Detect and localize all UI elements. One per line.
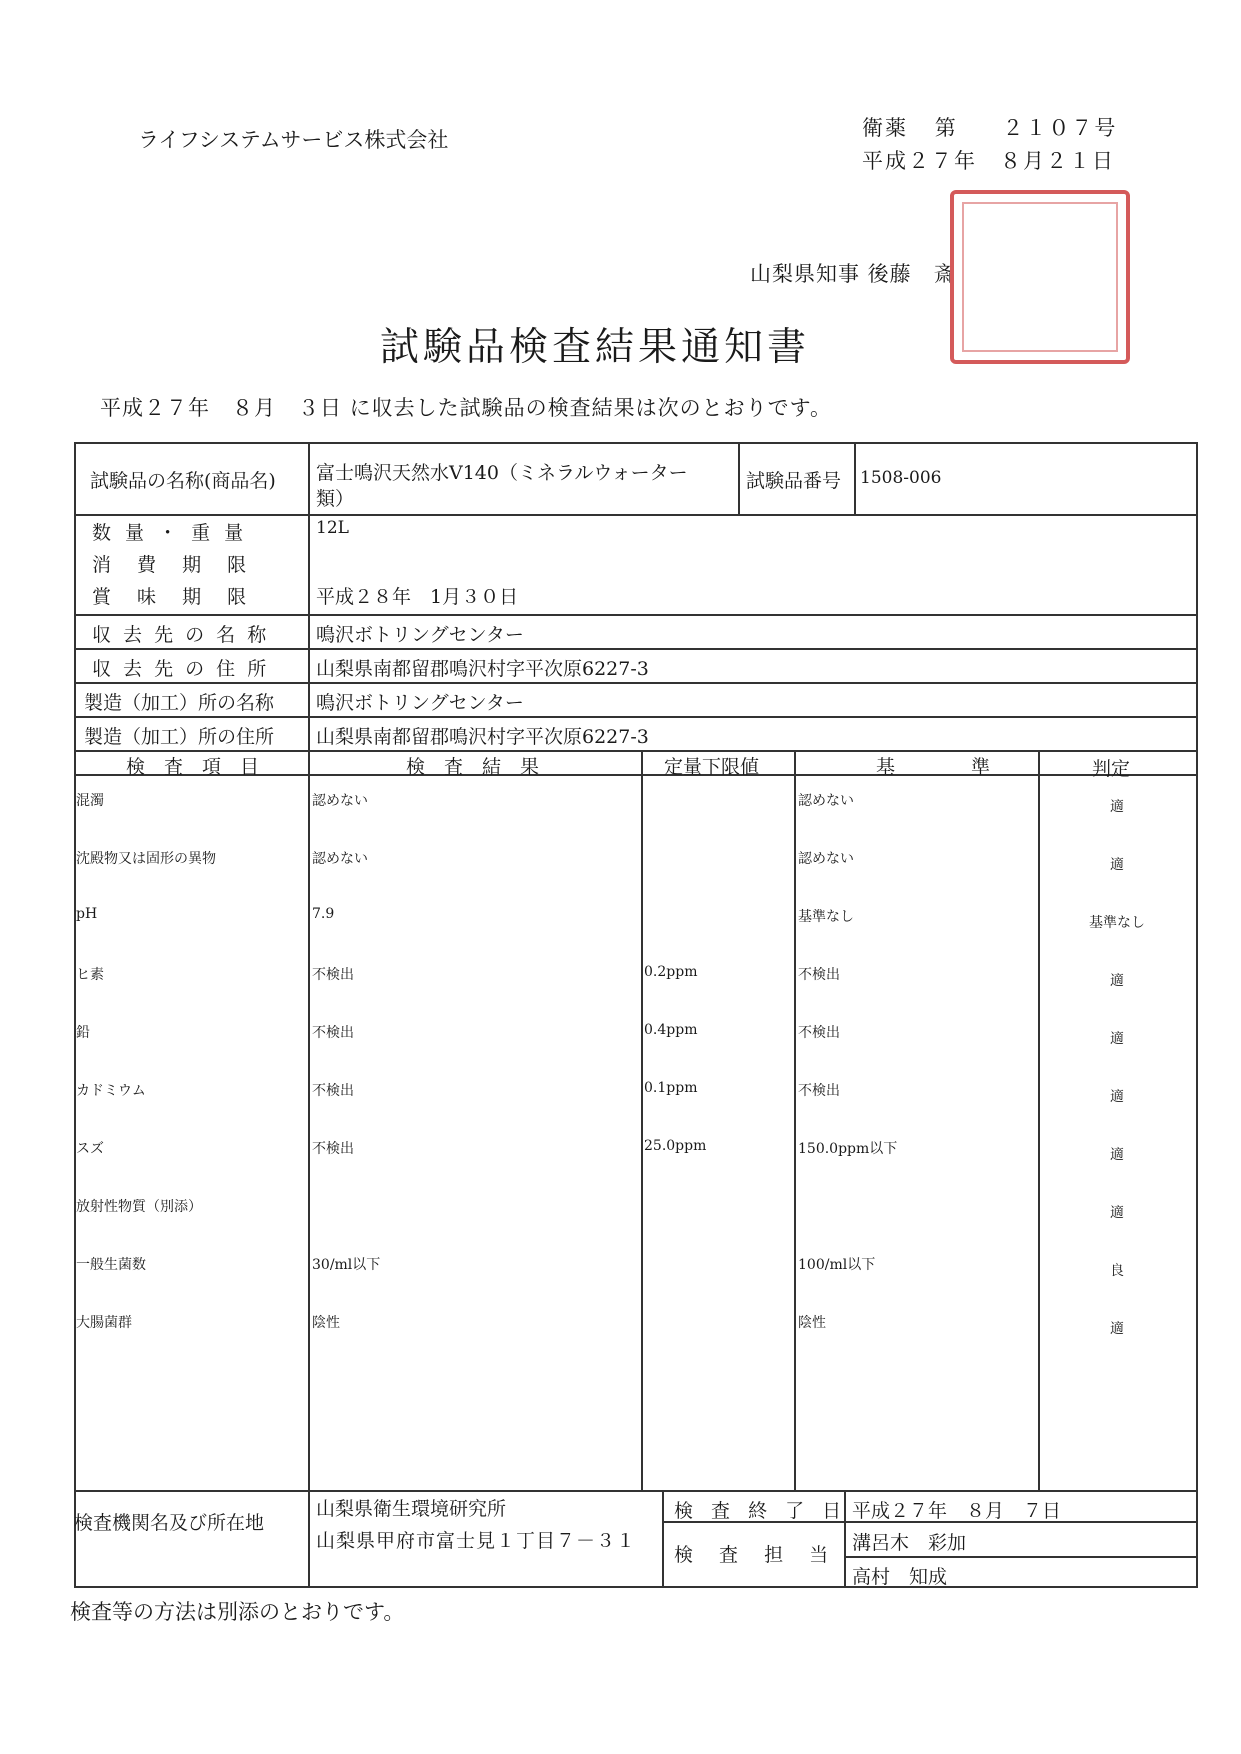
header-standard: 基 準 — [876, 756, 991, 778]
header-result: 検 査 結 果 — [406, 756, 540, 778]
result-standard: 基準なし — [798, 909, 854, 925]
result-standard: 不検出 — [798, 1083, 840, 1099]
document-number — [862, 112, 1117, 142]
lab-name: 山梨県衛生環境研究所 — [316, 1498, 507, 1520]
result-item: pH — [76, 906, 98, 922]
result-judgment: 適 — [1110, 857, 1124, 873]
result-standard: 150.0ppm以下 — [798, 1141, 898, 1157]
result-item: 一般生菌数 — [76, 1257, 146, 1273]
sample-name-value-cont: 類） — [316, 488, 355, 510]
result-judgment: 良 — [1110, 1263, 1124, 1279]
docno-dai: 第 — [934, 116, 958, 140]
result-judgment: 適 — [1110, 1089, 1124, 1105]
sample-name-label: 試験品の名称(商品名) — [90, 470, 276, 492]
manufacturer-name-label: 製造（加工）所の名称 — [84, 692, 275, 714]
header-judgment: 判定 — [1092, 758, 1131, 780]
result-limit: 0.1ppm — [644, 1080, 698, 1096]
result-judgment: 適 — [1110, 973, 1124, 989]
sample-name-value: 富士鳴沢天然水V140（ミネラルウォーター — [316, 462, 688, 484]
manufacturer-address-value: 山梨県南都留郡鳴沢村字平次原6227-3 — [316, 726, 649, 748]
collection-name-label: 収 去 先 の 名 称 — [92, 624, 270, 646]
result-item: 大腸菌群 — [76, 1315, 132, 1331]
result-item: カドミウム — [76, 1083, 146, 1099]
result-value: 30/ml以下 — [312, 1257, 381, 1273]
staff-member-2: 高村 知成 — [852, 1566, 948, 1588]
manufacturer-name-value: 鳴沢ボトリングセンター — [316, 692, 524, 714]
best-before-label: 賞 味 期 限 — [92, 586, 257, 608]
result-item: 沈殿物又は固形の異物 — [76, 851, 216, 867]
result-value: 不検出 — [312, 1083, 354, 1099]
lab-address: 山梨県甲府市富士見１丁目７－３１ — [316, 1530, 637, 1552]
document-date: 平成２７年 ８月２１日 — [862, 149, 1115, 173]
result-value: 不検出 — [312, 1025, 354, 1041]
collection-name-value: 鳴沢ボトリングセンター — [316, 624, 524, 646]
collection-address-value: 山梨県南都留郡鳴沢村字平次原6227-3 — [316, 658, 649, 680]
result-value: 陰性 — [312, 1315, 340, 1331]
quantity-value: 12L — [316, 518, 349, 538]
result-judgment: 適 — [1110, 1031, 1124, 1047]
docno-prefix: 衛薬 — [862, 116, 908, 140]
quantity-label: 数 量 ・ 重 量 — [92, 522, 248, 544]
sample-number-label: 試験品番号 — [746, 470, 842, 492]
result-judgment: 基準なし — [1089, 915, 1145, 931]
docno-suffix: 号 — [1094, 116, 1118, 140]
result-standard: 不検出 — [798, 1025, 840, 1041]
result-item: 鉛 — [76, 1025, 90, 1041]
result-value: 不検出 — [312, 1141, 354, 1157]
result-value: 認めない — [312, 793, 368, 809]
result-judgment: 適 — [1110, 1147, 1124, 1163]
result-standard: 不検出 — [798, 967, 840, 983]
header-item: 検 査 項 目 — [126, 756, 260, 778]
end-date-label: 検 査 終 了 日 — [674, 1500, 848, 1522]
result-standard: 認めない — [798, 851, 854, 867]
result-table — [74, 442, 1198, 1588]
intro-text: 平成２７年 ８月 ３日 に収去した試験品の検査結果は次のとおりです。 — [100, 396, 832, 420]
best-before-value: 平成２８年 1月３０日 — [316, 586, 519, 608]
recipient-name: ライフシステムサービス株式会社 — [138, 128, 449, 152]
result-judgment: 適 — [1110, 1205, 1124, 1221]
result-standard: 100/ml以下 — [798, 1257, 876, 1273]
manufacturer-address-label: 製造（加工）所の住所 — [84, 726, 275, 748]
end-date-value: 平成２７年 ８月 ７日 — [852, 1500, 1062, 1522]
result-limit: 25.0ppm — [644, 1138, 707, 1154]
result-standard: 陰性 — [798, 1315, 826, 1331]
staff-label: 検 査 担 当 — [674, 1544, 839, 1566]
staff-member-1: 溝呂木 彩加 — [852, 1532, 967, 1554]
result-judgment: 適 — [1110, 799, 1124, 815]
header-limit: 定量下限値 — [664, 756, 760, 778]
result-value: 認めない — [312, 851, 368, 867]
result-limit: 0.2ppm — [644, 964, 698, 980]
footnote: 検査等の方法は別添のとおりです。 — [70, 1600, 405, 1624]
page-title: 試験品検査結果通知書 — [379, 325, 810, 370]
result-item: 放射性物質（別添） — [76, 1199, 202, 1215]
expiry-label: 消 費 期 限 — [92, 554, 257, 576]
result-item: スズ — [76, 1141, 104, 1157]
issuer: 山梨県知事 後藤 斎 — [750, 262, 956, 286]
result-value: 7.9 — [312, 906, 335, 922]
result-value: 不検出 — [312, 967, 354, 983]
result-judgment: 適 — [1110, 1321, 1124, 1337]
result-limit: 0.4ppm — [644, 1022, 698, 1038]
collection-address-label: 収 去 先 の 住 所 — [92, 658, 270, 680]
docno-number: ２１０７ — [1002, 116, 1095, 140]
result-item: 混濁 — [76, 793, 104, 809]
sample-number-value: 1508-006 — [860, 468, 942, 488]
result-item: ヒ素 — [76, 967, 104, 983]
result-standard: 認めない — [798, 793, 854, 809]
lab-label: 検査機関名及び所在地 — [74, 1512, 265, 1534]
